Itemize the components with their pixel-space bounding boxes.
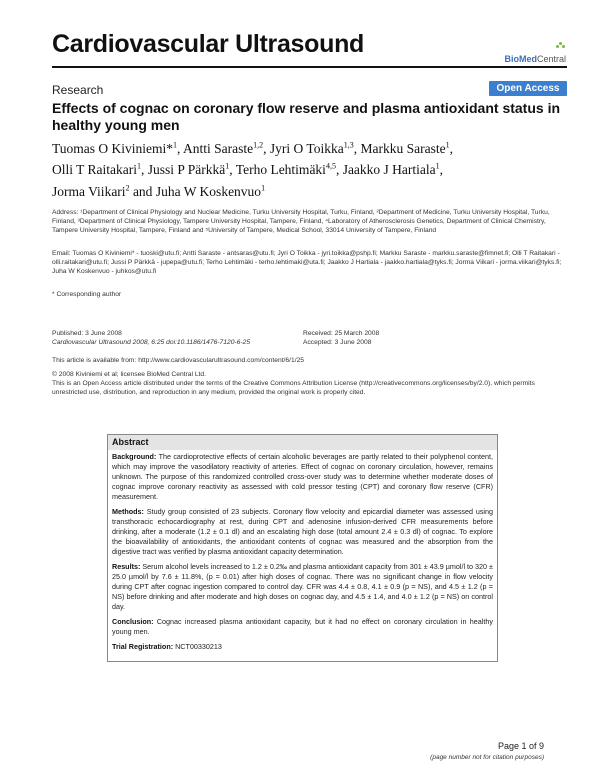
author-list	[52, 136, 572, 201]
author: Markku Saraste$^1$,	[360, 140, 453, 156]
abstract-methods: Methods: Study group consisted of 23 subjects. Coronary flow velocity and epicardial diameter was assessed using transthoracic echocardiography at rest, during CPT and adenosine infusion-derived CFR measurements before drinking, after a moderate (1.2 ± 0.1 dl) and an escalating high dose (total amount 2.4 ± 0.3 dl) of cognac. To explore the bioavailability of antioxidants, the antioxidant contents of cognac was measured and the absorption from the digestive tract was verified by plasma antioxidant capacity determination.	[112, 507, 494, 556]
abstract-body	[108, 450, 497, 661]
publisher-logo-icon	[556, 41, 566, 49]
abstract-heading: Abstract	[108, 435, 497, 450]
author-emails[interactable]: Email: Tuomas O Kiviniemi* - tuoski@utu.fi; Antti Saraste - antsaras@utu.fi; Jyri O Toikka - jyri.toikka@pshp.fi; Markku Saraste - markku.saraste@fimnet.fi; Olli T Raitakari - olli.raitakari@utu.fi; Jussi P Pärkkä - jupepa@utu.fi; Terho Lehtimäki - terho.lehtimaki@uta.fi; Jaakko J Hartiala - jaakko.hartiala@tyks.fi; Jorma Viikari - jorma.viikari@tyks.fi; Juha W Koskenvuo - juhkos@utu.fi	[52, 250, 562, 276]
page-number-note: (page number not for citation purposes)	[430, 754, 544, 761]
affiliations: Address: ¹Department of Clinical Physiology and Nuclear Medicine, Turku University Hospital, Turku, Finland, ²Department of Medicine, Turku University Hospital, Turku, Finland, ³Department of Clinical Physiology, Tampere University Hospital, Tampere, Finland, ⁴Laboratory of Atherosclerosis Genetics, Department of Clinical Chemistry, Tampere University Hospital, Tampere, Finland and ⁵University of Tampere, Medical School, 33014 University of Tampere, Finland	[52, 209, 550, 235]
corresponding-author-note: * Corresponding author	[52, 291, 122, 298]
page-number: Page 1 of 9	[497, 741, 544, 751]
received-date: Received: 25 March 2008	[303, 330, 380, 337]
author: Antti Saraste$^{1,2}$,	[183, 140, 270, 156]
author: Jorma Viikari$^2$ and	[52, 183, 156, 199]
abstract-trial-registration: Trial Registration: NCT00330213	[112, 642, 222, 651]
author: Jyri O Toikka$^{1,3}$,	[269, 140, 361, 156]
license-text: This is an Open Access article distributed under the terms of the Creative Commons Attribution License (http://creativecommons.org/licenses/by/2.0), which permits unrestricted use, distribution, and reproduction in any medium, provided the original work is properly cited.	[52, 380, 535, 397]
author: Juha W Koskenvuo$^1$	[155, 183, 266, 199]
publisher-central: Central	[536, 54, 566, 64]
publisher-logo	[494, 36, 566, 64]
abstract-results: Results: Serum alcohol levels increased to 1.2 ± 0.2‰ and plasma antioxidant capacity from 301 ± 43.9 µmol/l to 320 ± 25.0 µmol/l by 7.6 ± 11.8%, (p = 0.01) after high doses of cognac. There was no significant change in flow velocity during CPT after cognac ingestion compared to control day. CFR was 4.4 ± 0.8, 4.1 ± 0.9 (p = NS), and 4.5 ± 1.2 (p = NS) before drinking and after moderate and high doses on cognac day, and 4.5 ± 1.4, and 4.0 ± 1.2 (p = NS) on control day.	[112, 562, 493, 611]
publisher-med: Med	[518, 54, 537, 64]
section-label: Research	[52, 83, 104, 97]
author: Jaakko J Hartiala$^1$,	[342, 161, 444, 177]
received-accepted	[303, 329, 543, 347]
citation: Cardiovascular Ultrasound 2008, 6:25 doi:10.1186/1476-7120-6-25	[52, 339, 251, 347]
accepted-date: Accepted: 3 June 2008	[303, 339, 372, 347]
copyright-block	[52, 370, 567, 398]
publisher-name	[494, 54, 566, 64]
abstract-conclusion: Conclusion: Cognac increased plasma antioxidant capacity, but it had no effect on coronary circulation in healthy young men.	[112, 617, 493, 636]
publisher-bio: Bio	[504, 54, 519, 64]
abstract-box	[107, 434, 498, 662]
article-title: Effects of cognac on coronary flow reserve and plasma antioxidant status in healthy young men	[52, 100, 561, 133]
header-rule	[52, 66, 567, 68]
published-date: Published: 3 June 2008	[52, 330, 122, 337]
author: Olli T Raitakari$^1$,	[52, 161, 148, 177]
open-access-badge: Open Access	[489, 81, 567, 96]
author: Terho Lehtimäki$^{4,5}$,	[235, 161, 343, 177]
journal-title: Cardiovascular Ultrasound	[52, 30, 365, 58]
abstract-background: Background: The cardioprotective effects of certain alcoholic beverages are partly related to their polyphenol content, which may improve the vasodilatory reactivity of arteries. Effect of cognac on coronary circulation, however, remains unknown. The purpose of this randomized controlled cross-over study was to determine whether moderate doses of cognac improve coronary reactivity as assessed with cold pressor testing (CPT) and coronary flow reserve (CFR) measurement.	[112, 452, 493, 501]
author: Jussi P Pärkkä$^1$,	[147, 161, 236, 177]
author: Tuomas O Kiviniemi*$^1$,	[52, 140, 184, 156]
copyright-line: © 2008 Kiviniemi et al; licensee BioMed Central Ltd.	[52, 371, 206, 378]
publication-info	[52, 329, 292, 347]
article-url[interactable]: This article is available from: http://www.cardiovascularultrasound.com/content/6/1/25	[52, 357, 305, 364]
